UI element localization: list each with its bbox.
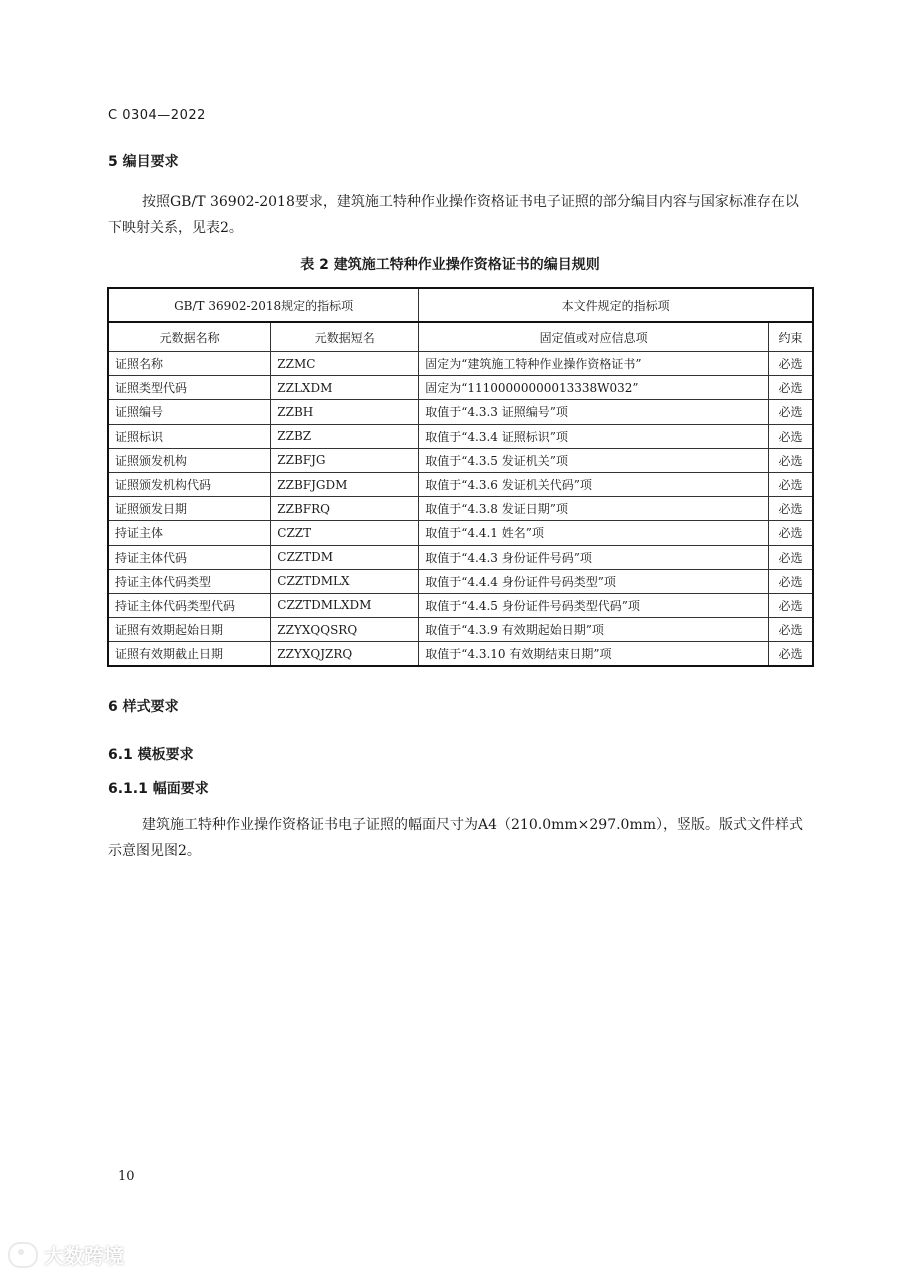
cell-constraint: 必选	[769, 545, 813, 569]
group-header-this-doc: 本文件规定的指标项	[419, 288, 813, 322]
column-header-constraint: 约束	[769, 322, 813, 352]
cell-fixed-value: 固定为“11100000000013338W032”	[419, 376, 769, 400]
section-6-title: 6 样式要求	[108, 699, 179, 715]
cell-fixed-value: 取值于“4.3.9 有效期起始日期”项	[419, 618, 769, 642]
table-row	[108, 642, 813, 667]
cell-metadata-short-name: ZZMC	[271, 352, 419, 376]
cell-metadata-short-name: ZZYXQJZRQ	[271, 642, 419, 667]
watermark-logo-icon	[8, 1242, 38, 1268]
group-header-gbt: GB/T 36902-2018规定的指标项	[108, 288, 419, 322]
cell-constraint: 必选	[769, 521, 813, 545]
cell-fixed-value: 取值于“4.4.1 姓名”项	[419, 521, 769, 545]
cell-fixed-value: 取值于“4.3.5 发证机关”项	[419, 448, 769, 472]
section-6-1-title: 6.1 模板要求	[108, 747, 194, 763]
cell-metadata-name: 持证主体	[108, 521, 271, 545]
section-6-1-1-paragraph: 建筑施工特种作业操作资格证书电子证照的幅面尺寸为A4（210.0mm×297.0mm），竖版。版式文件样式示意图见图2。	[108, 817, 804, 859]
page-number: 10	[118, 1169, 135, 1184]
table-row	[108, 545, 813, 569]
table-row	[108, 424, 813, 448]
cell-metadata-name: 证照有效期截止日期	[108, 642, 271, 667]
cell-metadata-name: 持证主体代码	[108, 545, 271, 569]
cell-fixed-value: 取值于“4.3.10 有效期结束日期”项	[419, 642, 769, 667]
cell-fixed-value: 取值于“4.3.3 证照编号”项	[419, 400, 769, 424]
table-row	[108, 569, 813, 593]
cell-metadata-short-name: ZZBFJG	[271, 448, 419, 472]
table-row	[108, 618, 813, 642]
cell-constraint: 必选	[769, 376, 813, 400]
cell-metadata-short-name: ZZBFRQ	[271, 497, 419, 521]
watermark-text: 大数跨境	[44, 1244, 124, 1268]
table-column-header-row	[108, 322, 813, 352]
cell-fixed-value: 取值于“4.3.8 发证日期”项	[419, 497, 769, 521]
cell-constraint: 必选	[769, 497, 813, 521]
cell-constraint: 必选	[769, 400, 813, 424]
cell-metadata-name: 证照颁发日期	[108, 497, 271, 521]
cell-metadata-short-name: CZZT	[271, 521, 419, 545]
cell-constraint: 必选	[769, 448, 813, 472]
table-title: 表 2 建筑施工特种作业操作资格证书的编目规则	[300, 257, 600, 273]
cell-fixed-value: 取值于“4.4.4 身份证件号码类型”项	[419, 569, 769, 593]
column-header-fixed-value: 固定值或对应信息项	[419, 322, 769, 352]
cell-constraint: 必选	[769, 424, 813, 448]
cell-metadata-name: 持证主体代码类型	[108, 569, 271, 593]
cell-metadata-name: 证照有效期起始日期	[108, 618, 271, 642]
cell-constraint: 必选	[769, 618, 813, 642]
cell-metadata-name: 证照颁发机构	[108, 448, 271, 472]
column-header-metadata-name: 元数据名称	[108, 322, 271, 352]
cell-metadata-short-name: ZZBZ	[271, 424, 419, 448]
cell-constraint: 必选	[769, 642, 813, 667]
cell-constraint: 必选	[769, 352, 813, 376]
column-header-metadata-short-name: 元数据短名	[271, 322, 419, 352]
cell-metadata-name: 证照标识	[108, 424, 271, 448]
cell-metadata-name: 证照编号	[108, 400, 271, 424]
table-row	[108, 593, 813, 617]
cell-metadata-short-name: ZZBFJGDM	[271, 472, 419, 496]
cell-fixed-value: 取值于“4.3.4 证照标识”项	[419, 424, 769, 448]
standard-code: C 0304—2022	[108, 108, 206, 123]
cell-metadata-short-name: CZZTDMLXDM	[271, 593, 419, 617]
cell-fixed-value: 取值于“4.3.6 发证机关代码”项	[419, 472, 769, 496]
cell-metadata-name: 证照名称	[108, 352, 271, 376]
section-5-title: 5 编目要求	[108, 154, 179, 170]
cell-constraint: 必选	[769, 593, 813, 617]
table-row	[108, 521, 813, 545]
table-row	[108, 352, 813, 376]
cell-metadata-name: 持证主体代码类型代码	[108, 593, 271, 617]
table-row	[108, 376, 813, 400]
table-group-header-row	[108, 288, 813, 322]
watermark	[8, 1240, 124, 1269]
cataloging-rules-table	[107, 287, 814, 667]
cell-metadata-short-name: ZZYXQQSRQ	[271, 618, 419, 642]
cell-metadata-name: 证照颁发机构代码	[108, 472, 271, 496]
cell-metadata-short-name: ZZLXDM	[271, 376, 419, 400]
cell-fixed-value: 取值于“4.4.5 身份证件号码类型代码”项	[419, 593, 769, 617]
table-row	[108, 472, 813, 496]
cell-metadata-short-name: CZZTDM	[271, 545, 419, 569]
section-6-1-1-title: 6.1.1 幅面要求	[108, 781, 209, 797]
cell-metadata-short-name: CZZTDMLX	[271, 569, 419, 593]
cell-constraint: 必选	[769, 472, 813, 496]
cell-fixed-value: 固定为“建筑施工特种作业操作资格证书”	[419, 352, 769, 376]
table-row	[108, 400, 813, 424]
cell-constraint: 必选	[769, 569, 813, 593]
cell-metadata-short-name: ZZBH	[271, 400, 419, 424]
cell-metadata-name: 证照类型代码	[108, 376, 271, 400]
section-5-paragraph: 按照GB/T 36902-2018要求，建筑施工特种作业操作资格证书电子证照的部分编目内容与国家标准存在以下映射关系，见表2。	[108, 194, 799, 236]
table-row	[108, 448, 813, 472]
cell-fixed-value: 取值于“4.4.3 身份证件号码”项	[419, 545, 769, 569]
table-row	[108, 497, 813, 521]
